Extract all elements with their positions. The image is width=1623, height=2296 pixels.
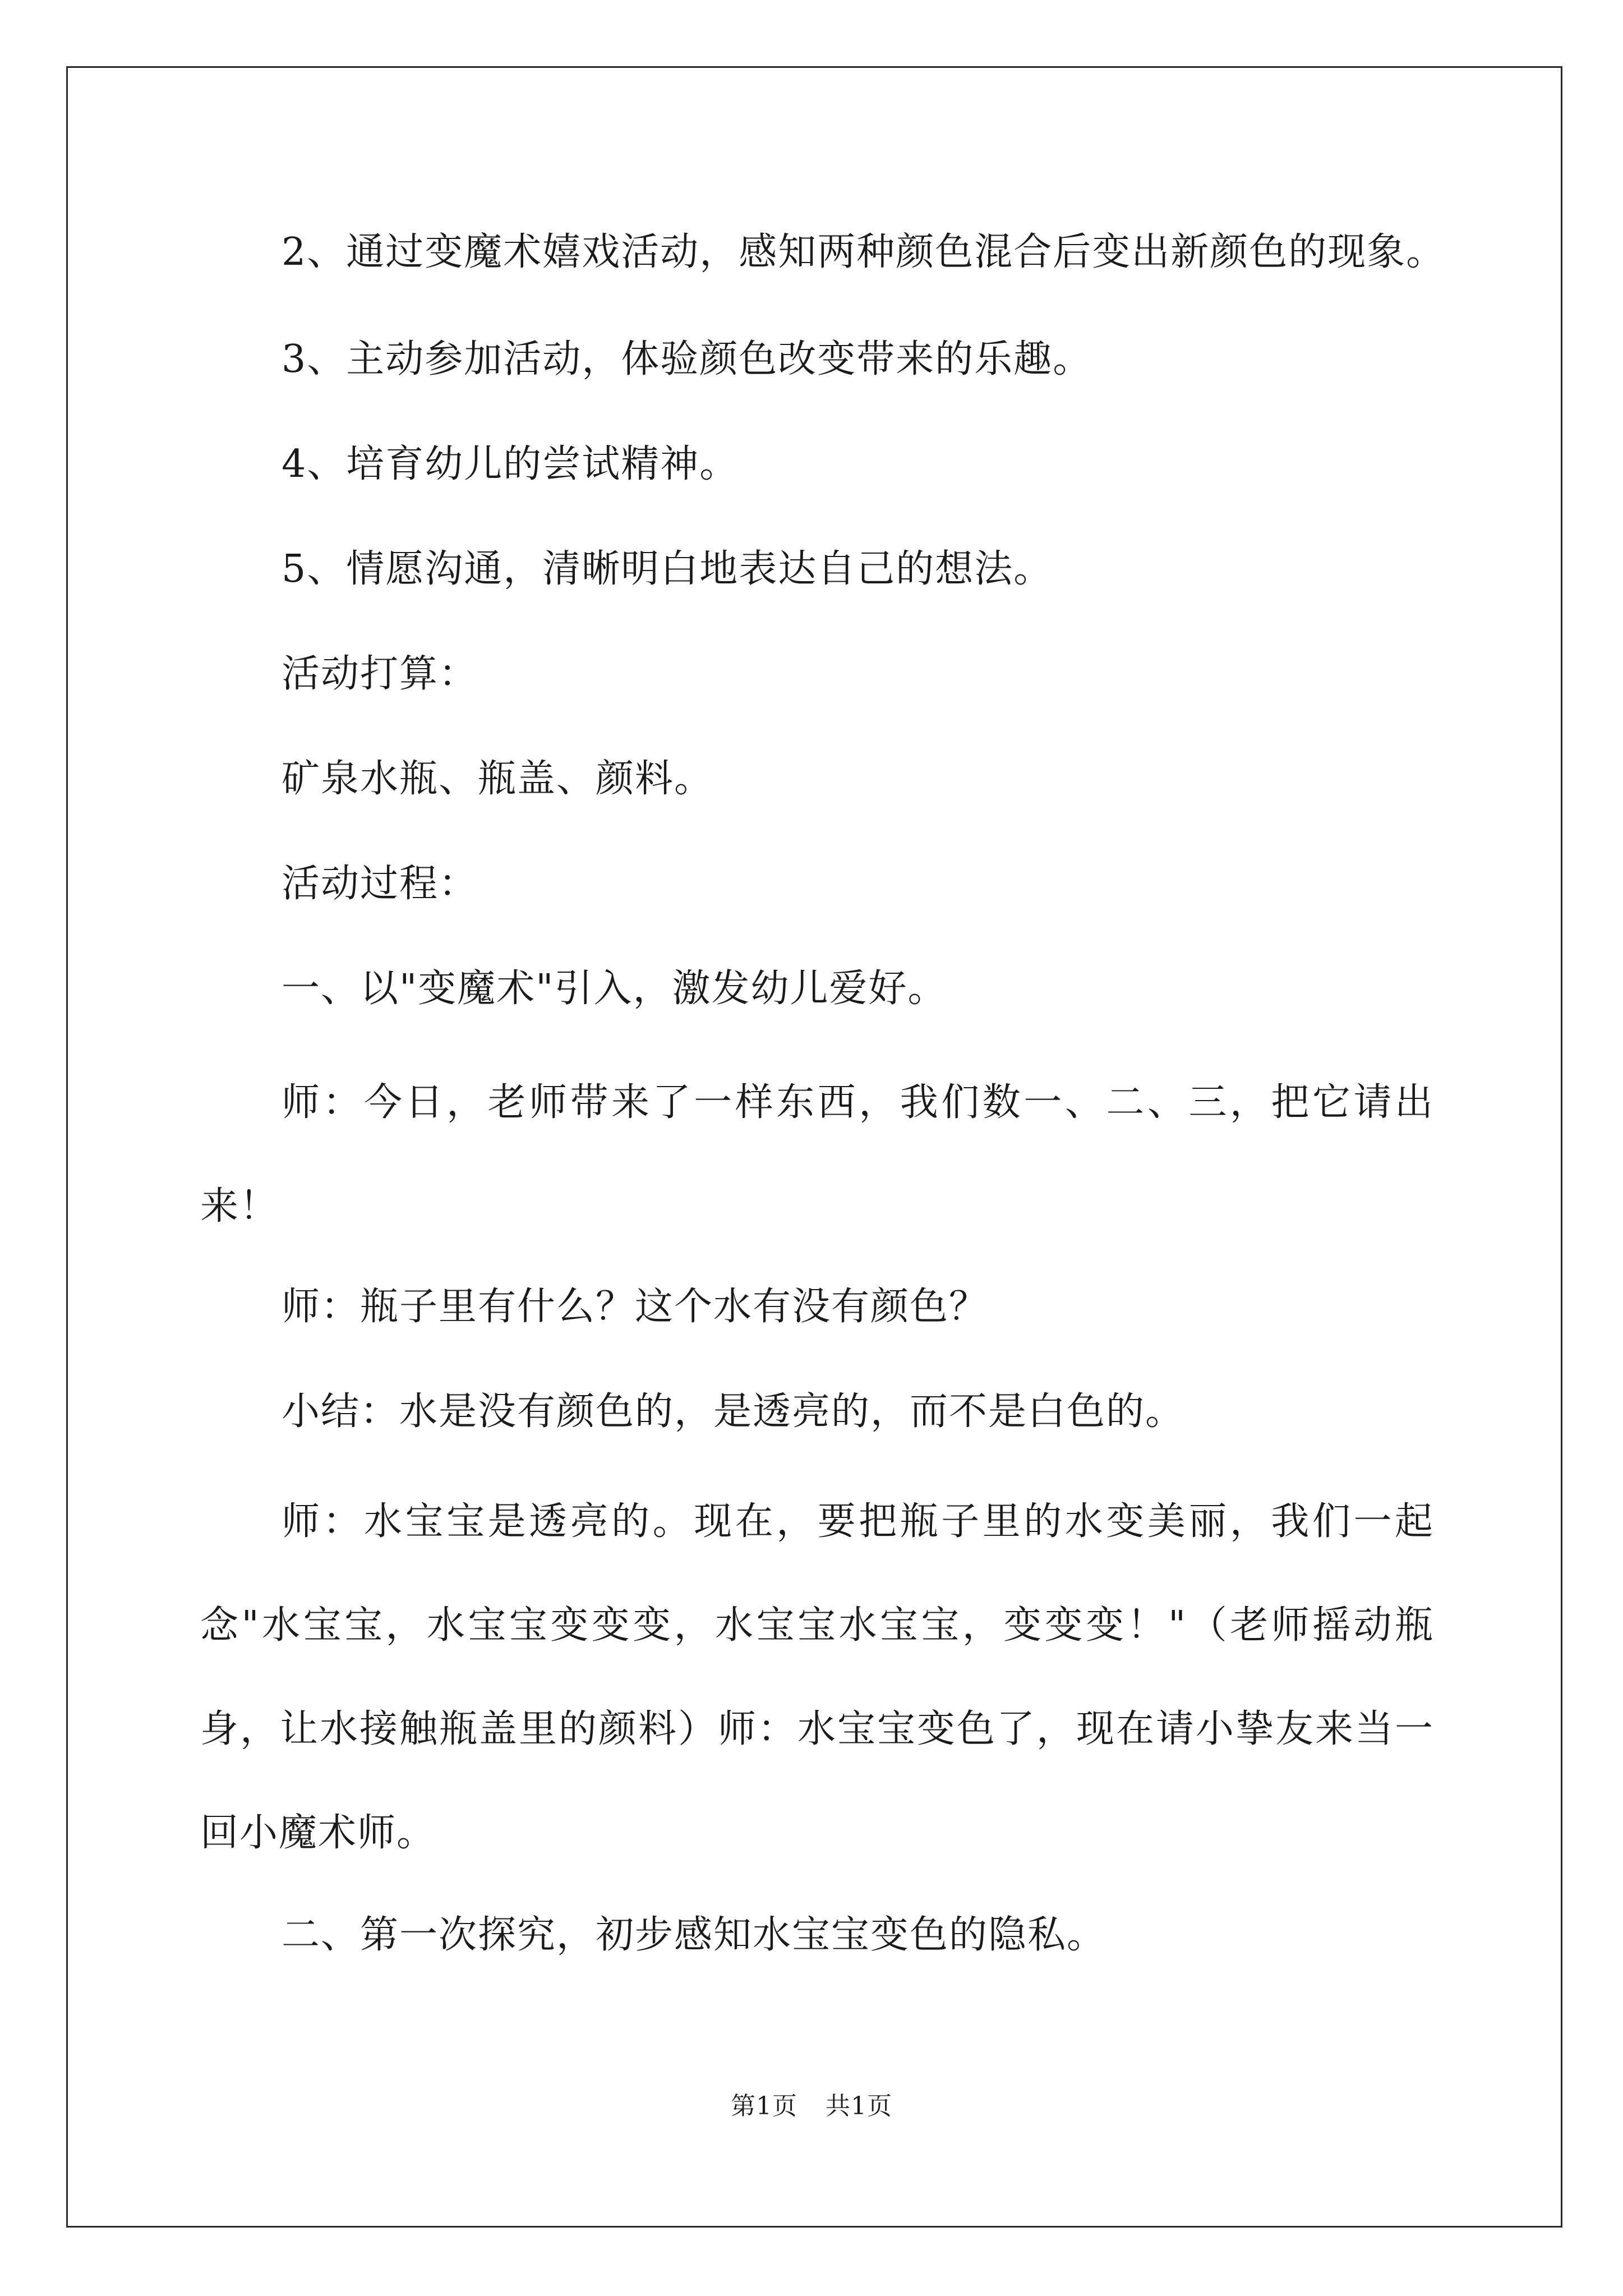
paragraph-goal-3: 3、主动参加活动，体验颜色改变带来的乐趣。	[282, 337, 1092, 381]
paragraph-teacher-question: 师：瓶子里有什么？这个水有没有颜色？	[282, 1285, 989, 1329]
paragraph-materials: 矿泉水瓶、瓶盖、颜料。	[282, 757, 714, 801]
paragraph-goal-2: 2、通过变魔术嬉戏活动，感知两种颜色混合后变出新颜色的现象。	[282, 230, 1446, 274]
page-number: 第1页	[731, 2092, 797, 2120]
page-total: 共1页	[826, 2092, 892, 2120]
paragraph-teacher-intro: 师：今日，老师带来了一样东西，我们数一、二、三，把它请出来！	[200, 1080, 1434, 1228]
paragraph-goal-4: 4、培育幼儿的尝试精神。	[282, 442, 739, 486]
paragraph-goal-5: 5、情愿沟通，清晰明白地表达自己的想法。	[282, 547, 1053, 591]
heading-activity-preparation: 活动打算：	[282, 652, 478, 696]
paragraph-summary: 小结：水是没有颜色的，是透亮的，而不是白色的。	[282, 1389, 1185, 1434]
paragraph-step-two: 二、第一次探究，初步感知水宝宝变色的隐私。	[282, 1913, 1106, 1957]
heading-activity-process: 活动过程：	[282, 862, 478, 906]
page-footer	[0, 2086, 1623, 2122]
paragraph-magic-trick: 师：水宝宝是透亮的。现在，要把瓶子里的水变美丽，我们一起念"水宝宝，水宝宝变变变，水宝宝水宝宝，变变变！"（老师摇动瓶身，让水接触瓶盖里的颜料）师：水宝宝变色了，现在请小挚友来当一回小魔术师。	[200, 1499, 1434, 1855]
paragraph-step-one: 一、以"变魔术"引入，激发幼儿爱好。	[282, 967, 947, 1011]
